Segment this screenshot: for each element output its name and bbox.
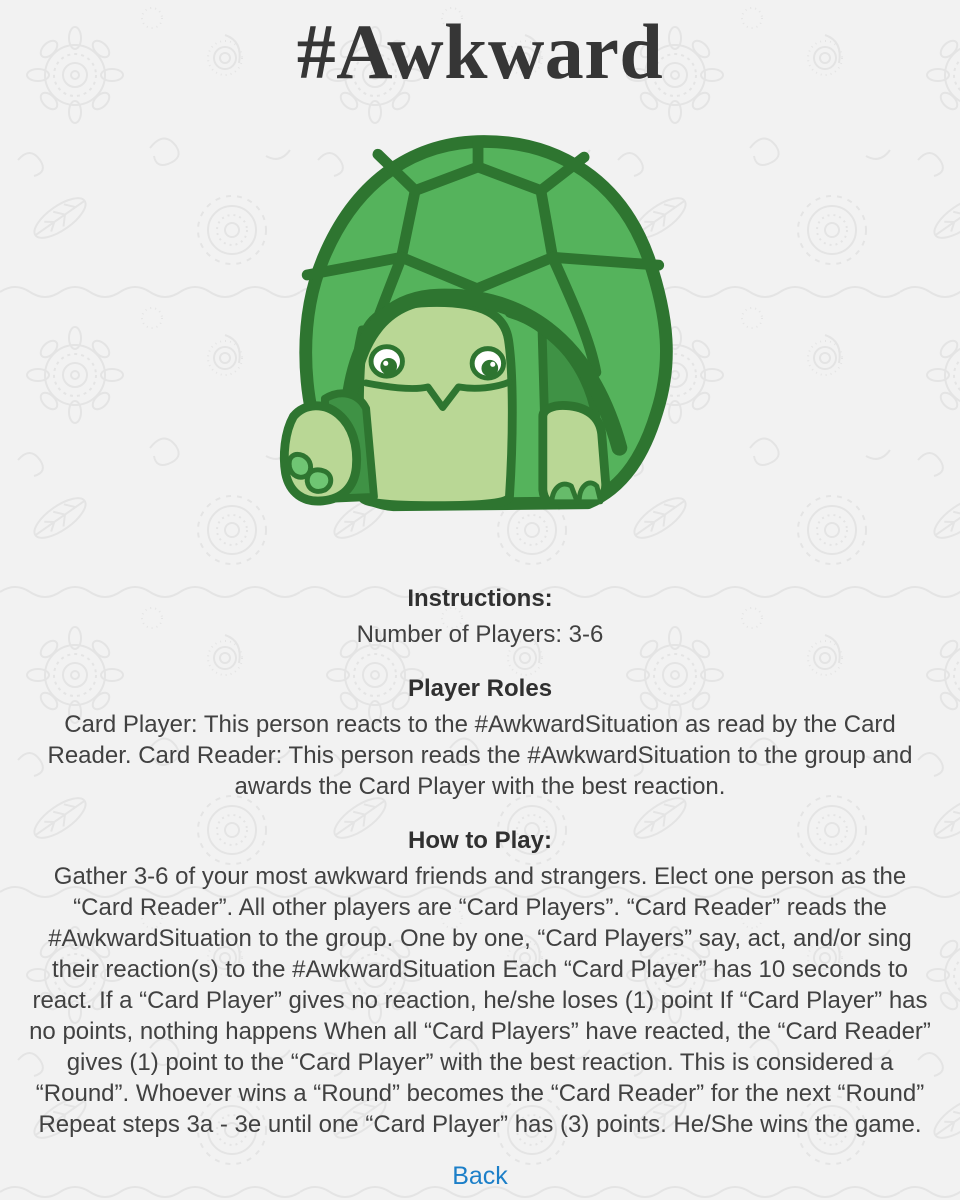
back-link[interactable]: Back [452, 1162, 508, 1191]
page-title: #Awkward [296, 8, 664, 95]
footer [0, 1162, 960, 1191]
turtle-head [359, 303, 512, 506]
instructions-heading: Instructions: [407, 585, 553, 613]
main-content [0, 8, 960, 1191]
player-roles-heading: Player Roles [407, 675, 553, 703]
how-to-play-heading: How to Play: [407, 827, 552, 855]
how-to-play-text: Gather 3-6 of your most awkward friends and strangers. Elect one person as the “Card Reader”. All other players are “Card Players”. “Card Reader” reads the #AwkwardSituation to the group. One by one, “Card Players” say, act, and/or sing their reaction(s) to the #AwkwardSituation Each “Card Player” has 10 seconds to react. If a “Card Player” gives no reaction, he/she loses (1) point If “Card Player” has no points, nothing happens When all “Card Players” have reacted, the “Card Reader” gives (1) point to the “Card Player” with the best reaction. This is considered a “Round”. Whoever wins a “Round” becomes the “Card Reader” for the next “Round” Repeat steps 3a - 3e until one “Card Player” has (3) points. He/She wins the game. [29, 863, 931, 1139]
section-how-to-play [0, 825, 960, 1140]
section-instructions [0, 583, 960, 650]
player-roles-text: Card Player: This person reacts to the #AwkwardSituation as read by the Card Reader. Card Reader: This person reads the #AwkwardSituation to the group and awards the Card Player with the best reaction. [47, 711, 913, 801]
instructions-text: Number of Players: 3-6 [356, 621, 604, 649]
turtle-illustration [264, 121, 696, 535]
section-player-roles [0, 673, 960, 802]
turtle-icon [264, 121, 696, 535]
